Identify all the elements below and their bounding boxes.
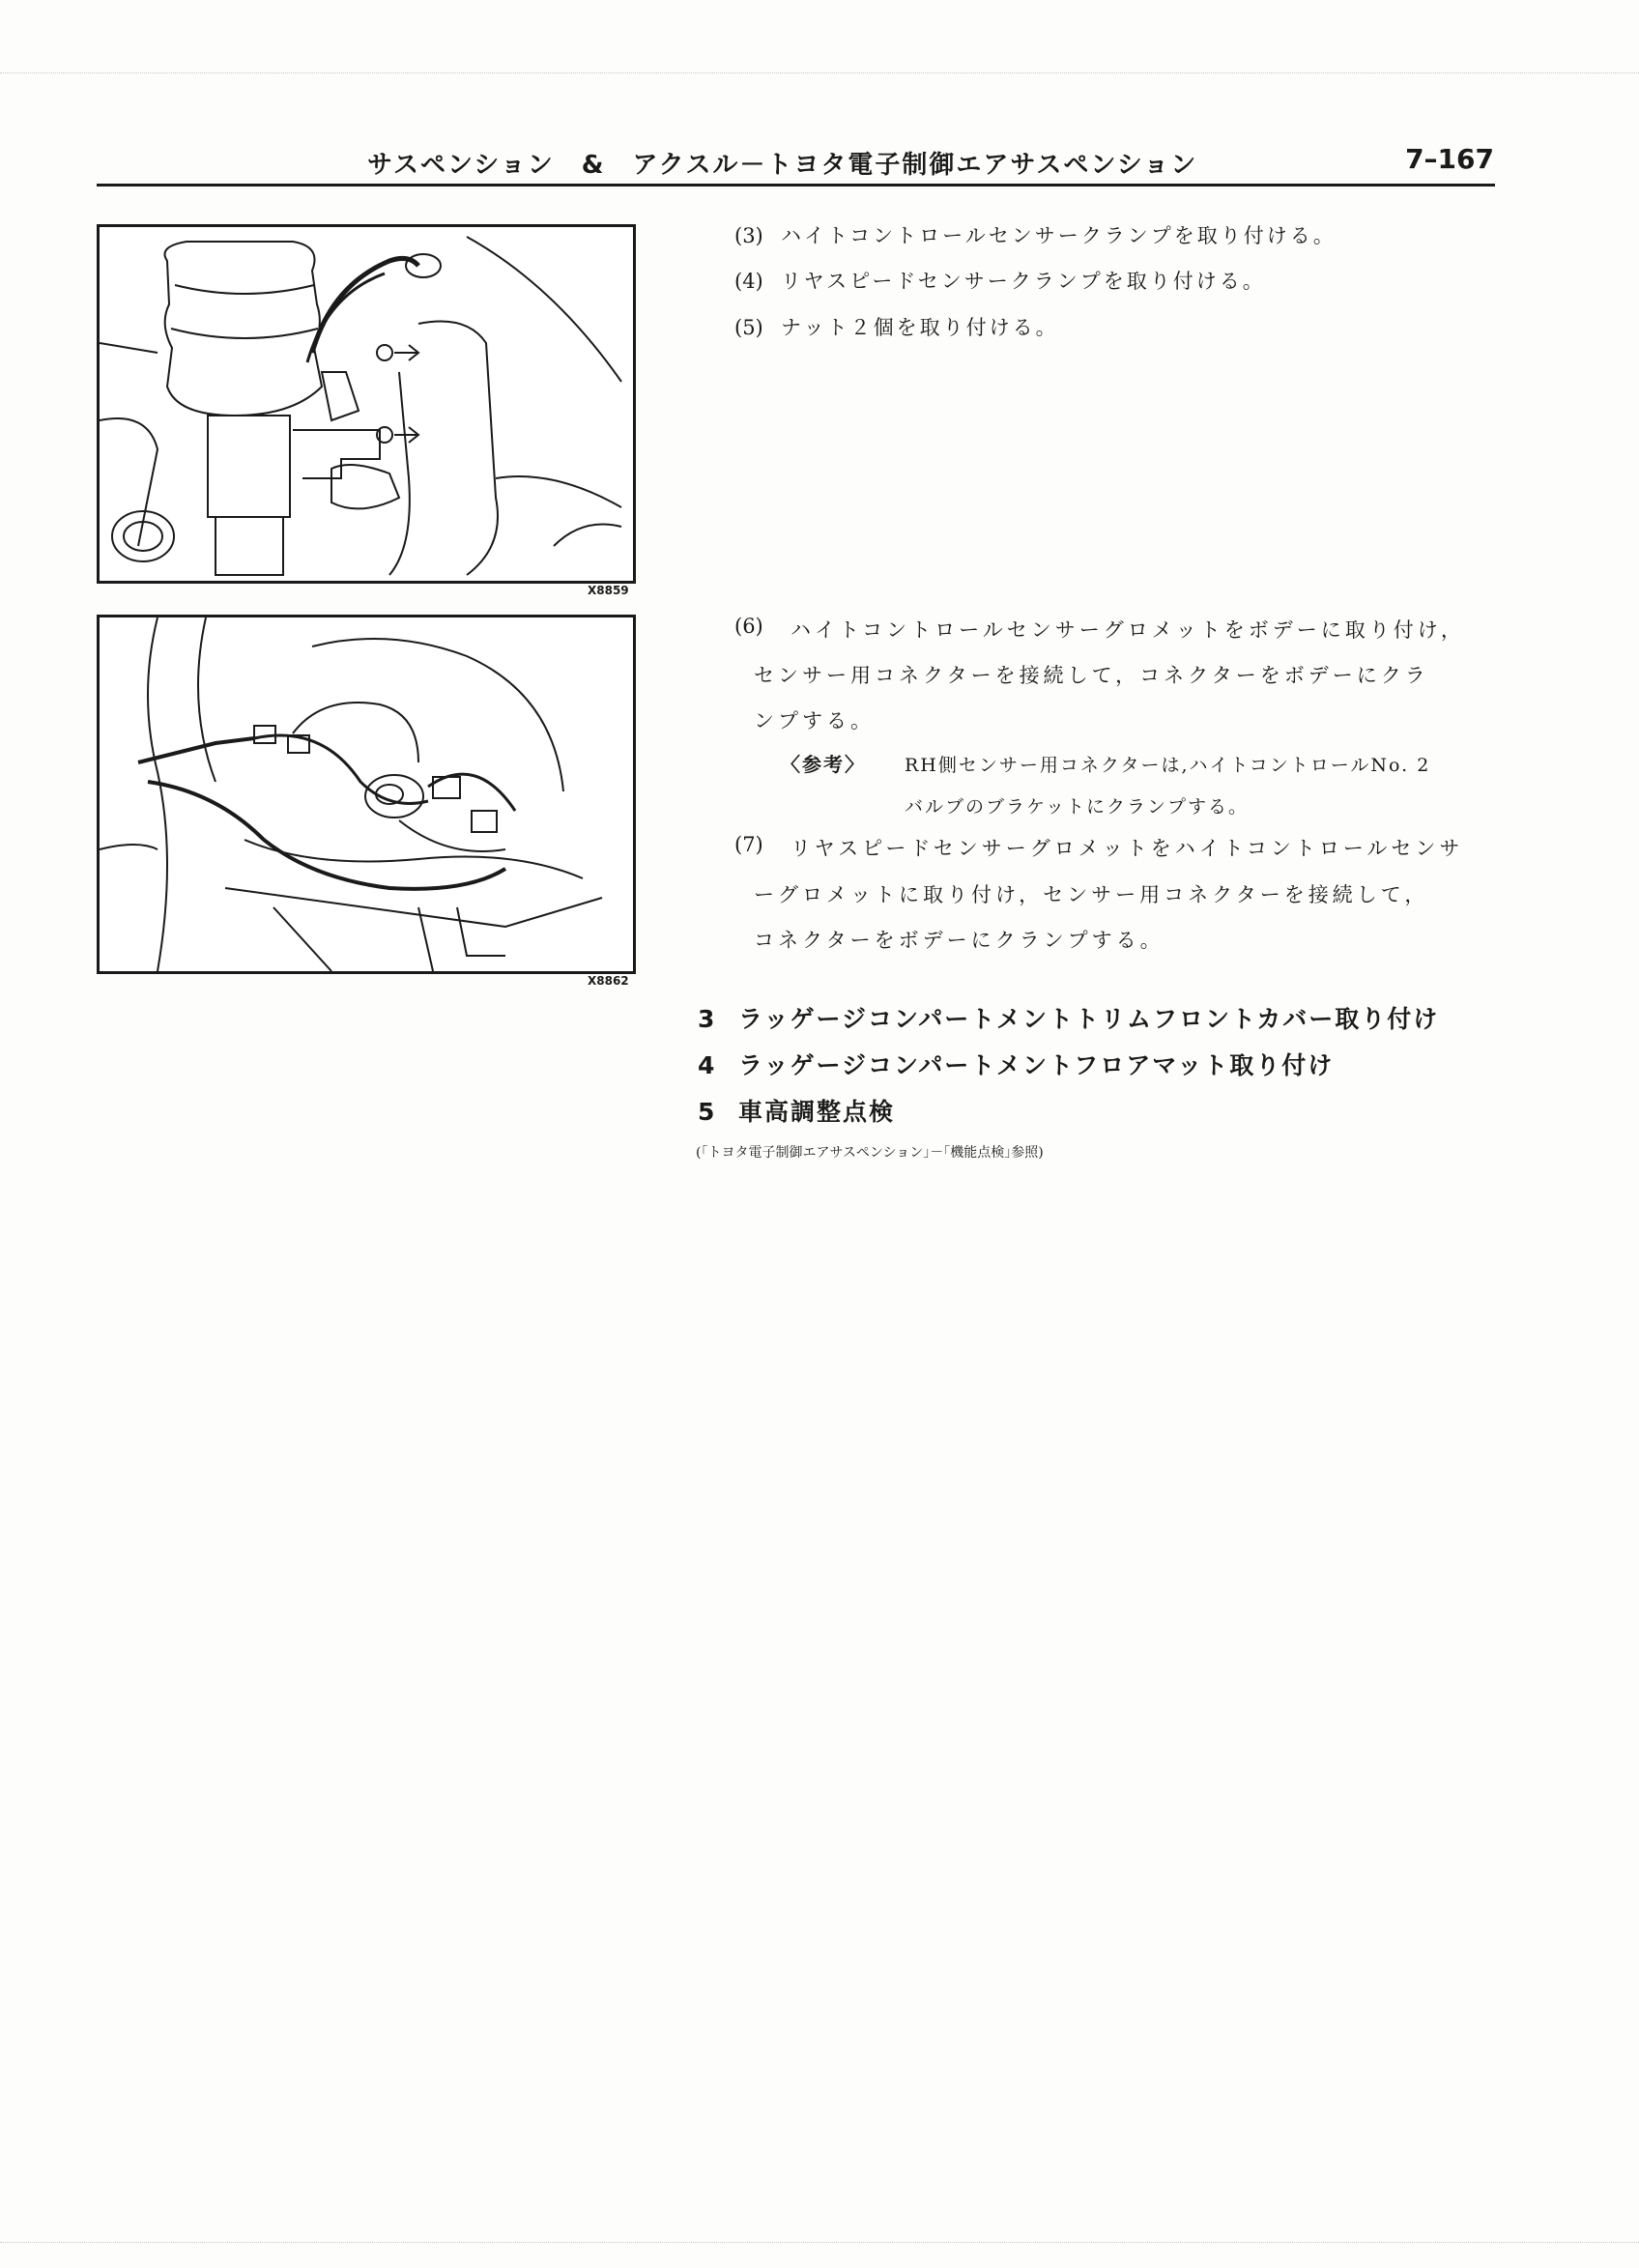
step-7-number [734,833,781,856]
section-5 [698,1093,895,1128]
scan-noise-bottom [0,2242,1639,2243]
step-4-number: (4) [734,270,763,293]
scan-noise-top [0,72,1639,73]
step-6-number [734,615,781,638]
step-3-text: ハイトコントロールセンサークランプを取り付ける。 [781,224,1337,247]
step-6-line-3: ンプする。 [754,709,875,732]
figure-air-spring-sensor-clamp [97,224,636,584]
section-5-title: 車高調整点検 [738,1098,896,1126]
note-line-1: RH側センサー用コネクターは,ハイトコントロールNo. 2 [905,755,1431,776]
section-4-number: 4 [698,1051,715,1079]
step-4-text: リヤスピードセンサークランプを取り付ける。 [781,270,1266,293]
step-5-number: (5) [734,316,763,339]
step-7-line-2: ーグロメットに取り付け，センサー用コネクターを接続して， [754,883,1429,906]
step-7-number-text: (7) [734,833,763,856]
figure-code-1: X8859 [588,584,629,597]
note-line-2: バルブのブラケットにクランプする。 [905,796,1250,818]
section-5-number: 5 [698,1098,715,1126]
header-rule [97,184,1495,187]
figure-code-2: X8862 [588,974,629,988]
reference-note: (｢トヨタ電子制御エアサスペンション｣－｢機能点検｣参照) [696,1145,1044,1161]
illustration-air-spring [100,227,633,581]
step-3 [734,220,1337,249]
illustration-connector-harness [100,617,633,971]
step-3-number: (3) [734,224,763,247]
section-4 [698,1047,1334,1081]
section-3-number: 3 [698,1005,715,1033]
section-3-title: ラッゲージコンパートメントトリムフロントカバー取り付け [738,1005,1440,1033]
section-3 [698,1000,1439,1035]
step-6-line-2: センサー用コネクターを接続して，コネクターをボデーにクラ [754,664,1429,687]
note-label: 〈参考〉 [781,753,866,776]
step-7-line-1: リヤスピードセンサーグロメットをハイトコントロールセンサ [791,837,1464,860]
step-6-line-1: ハイトコントロールセンサーグロメットをボデーに取り付け， [791,618,1465,642]
step-5 [734,312,1059,341]
step-6-number-text: (6) [734,615,763,638]
step-7-line-3: コネクターをボデーにクランプする。 [754,929,1165,952]
figure-sensor-connector-harness [97,615,636,974]
section-4-title: ラッゲージコンパートメントフロアマット取り付け [738,1051,1335,1079]
step-5-text: ナット２個を取り付ける。 [781,316,1059,339]
page-number: 7–167 [1405,143,1494,175]
step-4 [734,266,1266,295]
page-header-title: サスペンション & アクスル－トヨタ電子制御エアサスペンション [367,151,1198,180]
